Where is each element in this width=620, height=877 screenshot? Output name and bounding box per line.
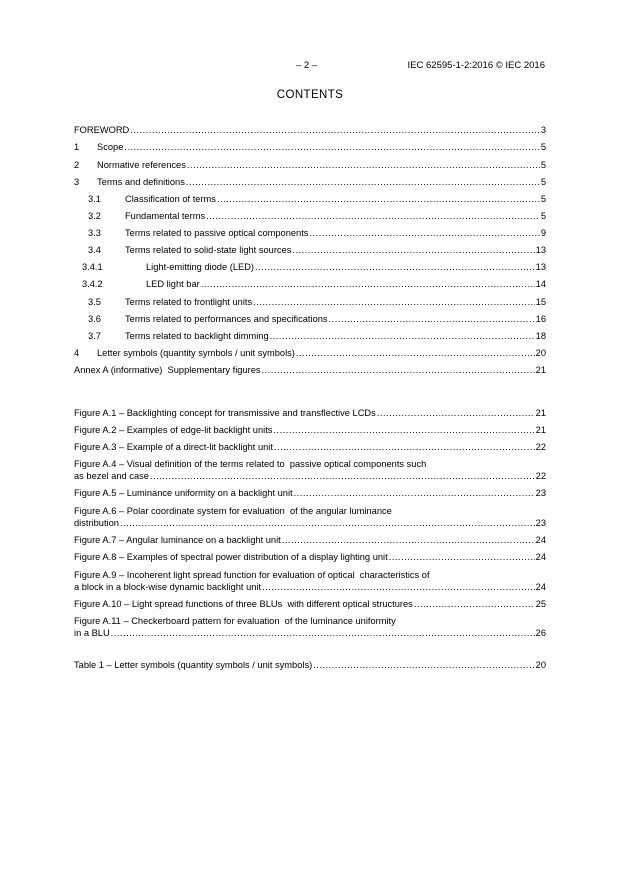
figure-entry-page: 23 bbox=[535, 488, 546, 498]
figure-entry-page: 24 bbox=[535, 535, 546, 545]
figure-entry bbox=[74, 487, 546, 499]
toc-entry-3-6 bbox=[88, 313, 546, 325]
toc-entry-number: 4 bbox=[74, 348, 80, 358]
toc-entry-page: 9 bbox=[540, 228, 546, 238]
leader-dots bbox=[274, 441, 535, 453]
figure-entry-text: a block in a block-wise dynamic backlight unit bbox=[74, 582, 262, 592]
toc-entry-page: 5 bbox=[540, 142, 546, 152]
leader-dots bbox=[187, 159, 540, 171]
leader-dots bbox=[253, 296, 535, 308]
leader-dots bbox=[270, 330, 535, 342]
toc-entry-page: 5 bbox=[540, 160, 546, 170]
figure-entry bbox=[74, 424, 546, 436]
leader-dots bbox=[186, 176, 540, 188]
figure-entry bbox=[74, 505, 546, 529]
figure-entry-page: 22 bbox=[535, 442, 546, 452]
toc-entry-3-1 bbox=[88, 193, 546, 205]
toc-entry-text: Terms related to backlight dimming bbox=[125, 331, 269, 341]
toc-entry-text: Terms related to passive optical components bbox=[125, 228, 309, 238]
toc-entry-3-4 bbox=[88, 244, 546, 256]
leader-dots bbox=[130, 124, 540, 136]
leader-dots bbox=[294, 487, 535, 499]
table-entry-text: Table 1 – Letter symbols (quantity symbols / unit symbols) bbox=[74, 660, 313, 670]
toc-entry-3-4-2 bbox=[82, 278, 546, 290]
toc-entry-number: 3.6 bbox=[88, 314, 101, 324]
figure-entry-text: Figure A.2 – Examples of edge-lit backlight units bbox=[74, 425, 273, 435]
figure-entry-page: 25 bbox=[535, 599, 546, 609]
toc-entry-page: 20 bbox=[535, 348, 546, 358]
figure-entry-text: Figure A.7 – Angular luminance on a backlight unit bbox=[74, 535, 281, 545]
figure-entry bbox=[74, 458, 546, 482]
toc-entry-text: Terms and definitions bbox=[97, 177, 185, 187]
toc-entry-text: Fundamental terms bbox=[125, 211, 206, 221]
toc-entry-3-4-1 bbox=[82, 261, 546, 273]
figure-entry-page: 24 bbox=[535, 582, 546, 592]
toc-entry-page: 3 bbox=[540, 125, 546, 135]
toc-entry-page: 18 bbox=[535, 331, 546, 341]
figure-entry-text-line1: Figure A.6 – Polar coordinate system for evaluation of the angular luminance bbox=[74, 506, 392, 516]
toc-entry-1 bbox=[74, 141, 546, 153]
figure-entry bbox=[74, 598, 546, 610]
figure-entry-page: 24 bbox=[535, 552, 546, 562]
leader-dots bbox=[292, 244, 534, 256]
toc-entry-text: FOREWORD bbox=[74, 125, 130, 135]
toc-entry-number: 1 bbox=[74, 142, 80, 152]
figure-entry-text: Figure A.1 – Backlighting concept for transmissive and transflective LCDs bbox=[74, 408, 376, 418]
leader-dots bbox=[377, 407, 535, 419]
leader-dots bbox=[262, 364, 535, 376]
leader-dots bbox=[217, 193, 540, 205]
figure-entry-text: distribution bbox=[74, 518, 119, 528]
toc-entry-text: Letter symbols (quantity symbols / unit symbols) bbox=[97, 348, 295, 358]
document-id: IEC 62595-1-2:2016 © IEC 2016 bbox=[407, 60, 545, 71]
toc-entry-text: Terms related to solid-state light sources bbox=[125, 245, 292, 255]
leader-dots bbox=[262, 581, 535, 593]
leader-dots bbox=[150, 470, 535, 482]
toc-entry-3-2 bbox=[88, 210, 546, 222]
toc-entry-page: 21 bbox=[535, 365, 546, 375]
figure-entry-text: in a BLU bbox=[74, 628, 110, 638]
toc-entry-number: 3.4.1 bbox=[82, 262, 103, 272]
leader-dots bbox=[111, 627, 535, 639]
toc-entry-page: 14 bbox=[535, 279, 546, 289]
toc-entry-4 bbox=[74, 347, 546, 359]
leader-dots bbox=[206, 210, 540, 222]
figure-entry-text-line1: Figure A.11 – Checkerboard pattern for evaluation of the luminance uniformity bbox=[74, 616, 396, 626]
toc-entry-text: Light-emitting diode (LED) bbox=[146, 262, 254, 272]
figure-entry bbox=[74, 551, 546, 563]
table-entry-page: 20 bbox=[535, 660, 546, 670]
leader-dots bbox=[313, 659, 534, 671]
figure-entry-text-line1: Figure A.9 – Incoherent light spread function for evaluation of optical characteristics of bbox=[74, 570, 430, 580]
leader-dots bbox=[414, 598, 535, 610]
figure-entry bbox=[74, 407, 546, 419]
table-entry bbox=[74, 659, 546, 671]
toc-entry-number: 3.2 bbox=[88, 211, 101, 221]
leader-dots bbox=[309, 227, 539, 239]
figure-entry-text: Figure A.5 – Luminance uniformity on a backlight unit bbox=[74, 488, 293, 498]
leader-dots bbox=[124, 141, 539, 153]
figure-entry-page: 22 bbox=[535, 471, 546, 481]
toc-entry-text: LED light bar bbox=[146, 279, 200, 289]
leader-dots bbox=[273, 424, 534, 436]
page-title: CONTENTS bbox=[276, 89, 344, 101]
toc-entry-text: Terms related to frontlight units bbox=[125, 297, 253, 307]
toc-entry-number: 3 bbox=[74, 177, 80, 187]
toc-entry-number: 3.5 bbox=[88, 297, 101, 307]
toc-entry-3 bbox=[74, 176, 546, 188]
toc-entry-number: 3.7 bbox=[88, 331, 101, 341]
toc-entry-annex-a bbox=[74, 364, 546, 376]
leader-dots bbox=[255, 261, 535, 273]
toc-entry-page: 13 bbox=[535, 245, 546, 255]
toc-entry-number: 3.3 bbox=[88, 228, 101, 238]
toc-entry-page: 5 bbox=[540, 177, 546, 187]
toc-entry-3-7 bbox=[88, 330, 546, 342]
toc-entry-text: Scope bbox=[97, 142, 124, 152]
figure-entry bbox=[74, 534, 546, 546]
figure-entry-text-line1: Figure A.4 – Visual definition of the terms related to passive optical components such bbox=[74, 459, 427, 469]
toc-entry-number: 3.4.2 bbox=[82, 279, 103, 289]
figure-entry-page: 21 bbox=[535, 425, 546, 435]
toc-entry-foreword bbox=[74, 124, 546, 136]
figure-entry bbox=[74, 569, 546, 593]
figure-entry-page: 21 bbox=[535, 408, 546, 418]
figure-entry-page: 23 bbox=[535, 518, 546, 528]
toc-entry-number: 2 bbox=[74, 160, 80, 170]
figure-entry bbox=[74, 441, 546, 453]
figure-entry-text: Figure A.10 – Light spread functions of three BLUs with different optical structures bbox=[74, 599, 413, 609]
leader-dots bbox=[329, 313, 535, 325]
leader-dots bbox=[389, 551, 535, 563]
leader-dots bbox=[296, 347, 535, 359]
toc-entry-3-3 bbox=[88, 227, 546, 239]
figure-entry-page: 26 bbox=[535, 628, 546, 638]
toc-entry-3-5 bbox=[88, 296, 546, 308]
leader-dots bbox=[201, 278, 535, 290]
toc-entry-page: 15 bbox=[535, 297, 546, 307]
toc-entry-text: Normative references bbox=[97, 160, 186, 170]
toc-entry-number: 3.1 bbox=[88, 194, 101, 204]
figure-entry-text: as bezel and case bbox=[74, 471, 149, 481]
toc-entry-text: Terms related to performances and specifications bbox=[125, 314, 328, 324]
toc-entry-text: Annex A (informative) Supplementary figures bbox=[74, 365, 261, 375]
toc-entry-text: Classification of terms bbox=[125, 194, 216, 204]
toc-entry-page: 16 bbox=[535, 314, 546, 324]
toc-entry-2 bbox=[74, 159, 546, 171]
leader-dots bbox=[120, 517, 535, 529]
leader-dots bbox=[282, 534, 535, 546]
figure-entry-text: Figure A.8 – Examples of spectral power distribution of a display lighting unit bbox=[74, 552, 388, 562]
page-header bbox=[0, 60, 620, 74]
toc-entry-page: 5 bbox=[540, 211, 546, 221]
page-number: – 2 – bbox=[296, 60, 318, 71]
toc-entry-page: 5 bbox=[540, 194, 546, 204]
figure-entry bbox=[74, 615, 546, 639]
toc-entry-number: 3.4 bbox=[88, 245, 101, 255]
figure-entry-text: Figure A.3 – Example of a direct-lit backlight unit bbox=[74, 442, 273, 452]
toc-entry-page: 13 bbox=[535, 262, 546, 272]
